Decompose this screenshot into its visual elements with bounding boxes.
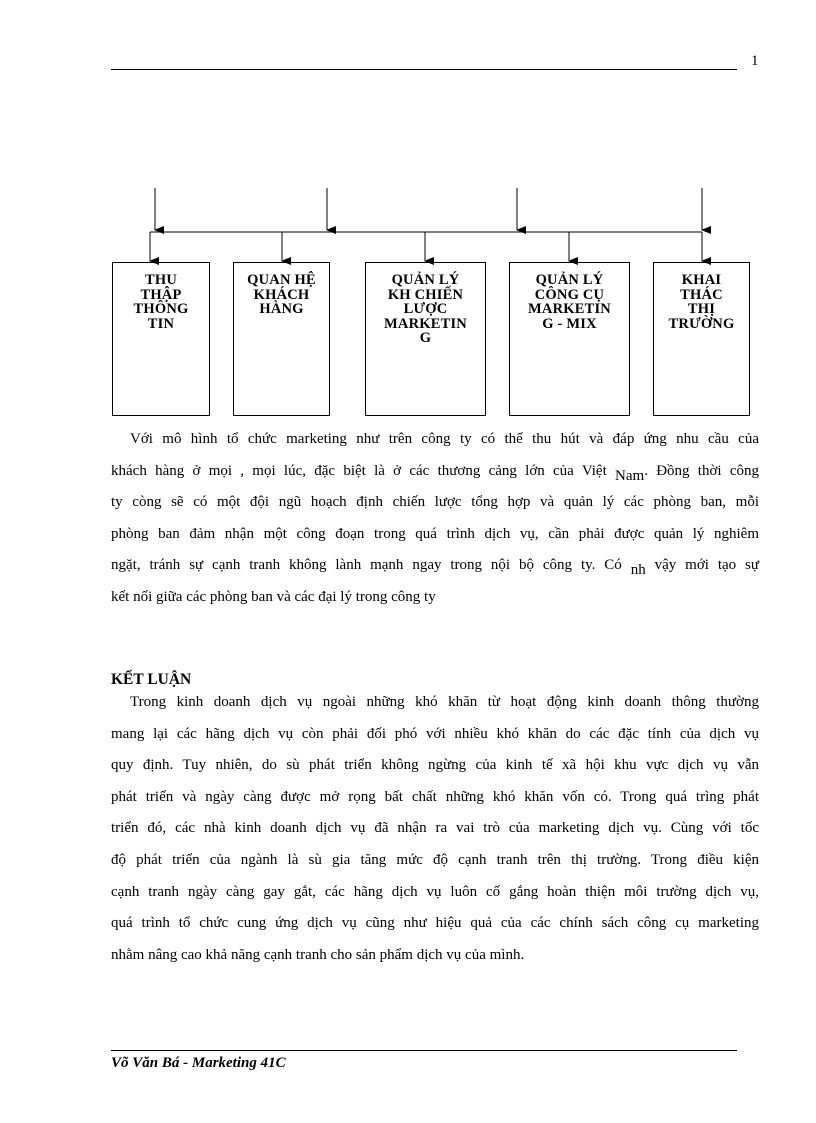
paragraph-line: triển đó, các nhà kinh doanh dịch vụ đã nhận ra vai trò của marketing dịch vụ. Cùng với tốc <box>111 820 759 837</box>
body-paragraph <box>111 424 759 614</box>
paragraph-line: kết nối giữa các phòng ban và các đại lý trong công ty <box>111 588 436 605</box>
line-tail: . Đồng thời công <box>644 462 759 479</box>
page-number: 1 <box>751 53 759 69</box>
line-text: khách hàng ở mọi , mọi lúc, đặc biệt là ở các thương cảng lớn của Việt <box>111 462 607 479</box>
conclusion-paragraph <box>111 687 759 971</box>
diagram-box-quan-ly-cong-cu <box>509 262 630 416</box>
paragraph-line: phòng ban đảm nhận một công đoạn trong quá trình dịch vụ, cần phải được quản lý nghiêm <box>111 525 759 542</box>
diagram-box-label: QUẢN LÝ CÔNG CỤ MARKETIN G - MIX <box>528 272 611 332</box>
org-chart-connectors <box>0 0 816 270</box>
paragraph-line: quy định. Tuy nhiên, do sù phát triển không ngừng của kinh tế xã hội khu vực dịch vụ vẫn <box>111 757 759 774</box>
paragraph-line: mang lại các hãng dịch vụ còn phải đối phó với nhiều khó khăn do các đặc tính của dịch vụ <box>111 725 759 742</box>
paragraph-line: độ phát triển của ngành là sù gia tăng mức độ cạnh tranh trên thị trường. Trong điều kiện <box>111 851 759 868</box>
paragraph-line <box>111 456 759 488</box>
paragraph-line: nhằm nâng cao khả năng cạnh tranh cho sản phẩm dịch vụ của mình. <box>111 946 525 963</box>
footer-rule <box>111 1050 737 1051</box>
diagram-box-khai-thac-thi-truong <box>653 262 750 416</box>
diagram-box-quan-he-khach-hang <box>233 262 330 416</box>
paragraph-line: cạnh tranh ngày càng gay gắt, các hãng dịch vụ luôn cố gắng hoàn thiện môi trường dịch vụ, <box>111 883 759 900</box>
diagram-box-label: KHAI THÁC THỊ TRƯỜNG <box>668 272 735 332</box>
paragraph-line: quá trình tổ chức cung ứng dịch vụ cũng như hiệu quả của các chính sách công cụ marketing <box>111 915 759 932</box>
diagram-box-quan-ly-kh-chien-luoc <box>365 262 486 416</box>
paragraph-line <box>111 550 759 582</box>
subscript-text: nh <box>630 562 646 579</box>
diagram-box-thu-thap-thong-tin <box>112 262 210 416</box>
subscript-text: Nam <box>615 467 645 484</box>
diagram-box-label: QUẢN LÝ KH CHIẾN LƯỢC MARKETIN G <box>384 272 467 346</box>
section-heading: KẾT LUẬN <box>111 671 192 688</box>
line-tail: vậy mới tạo sự <box>654 557 760 574</box>
diagram-box-label: QUAN HỆ KHÁCH HÀNG <box>247 272 316 317</box>
paragraph-line: ty còng sẽ có một đội ngũ hoạch định chiến lược tổng hợp và quản lý các phòng ban, mỗi <box>111 494 759 511</box>
paragraph-line: Trong kinh doanh dịch vụ ngoài những khó khăn từ hoạt động kinh doanh thông thường <box>130 694 759 710</box>
paragraph-line: Với mô hình tổ chức marketing như trên công ty có thể thu hút và đáp ứng nhu cầu của <box>130 431 759 447</box>
footer-author: Võ Văn Bá - Marketing 41C <box>111 1055 286 1071</box>
paragraph-line: phát triển và ngày càng được mở rọng bất chất những khó khăn vốn có. Trong quá trìng phát <box>111 788 759 805</box>
diagram-box-label: THU THẬP THÔNG TIN <box>133 272 189 332</box>
line-text: ngặt, tránh sự cạnh tranh không lành mạnh ngay trong nội bộ công ty. Có <box>111 557 622 574</box>
